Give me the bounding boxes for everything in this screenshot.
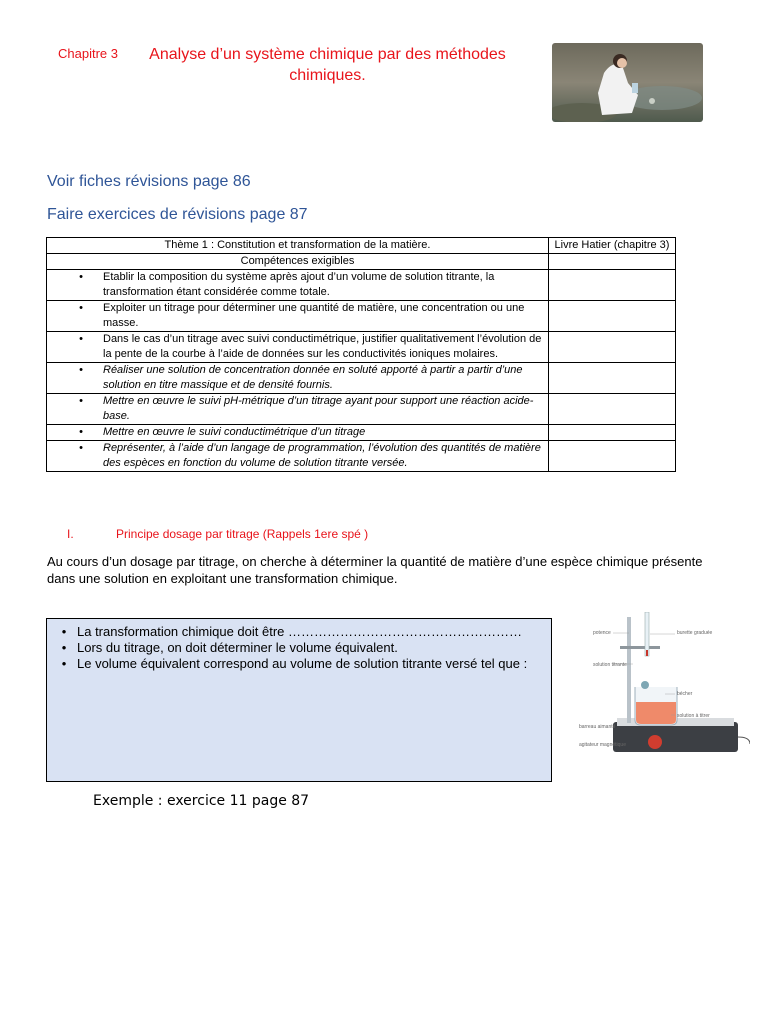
titration-setup-diagram <box>565 612 750 782</box>
skill-text: Représenter, à l’aide d’un langage de programmation, l’évolution des quantités de matière des espèces en fonction du volume de solution titrante versée. <box>103 442 541 469</box>
skill-cell <box>47 425 549 441</box>
stirrer-knob <box>648 735 662 749</box>
table-row <box>47 301 676 332</box>
book-cell: Livre Hatier (chapitre 3) <box>549 238 676 254</box>
intro-paragraph: Au cours d’un dosage par titrage, on cherche à déterminer la quantité de matière d’une espèce chimique présente dans une solution en exploitant une transformation chimique. <box>47 554 703 586</box>
skill-text: Etablir la composition du système après ajout d’un volume de solution titrante, la transformation étant considérée comme totale. <box>103 271 495 298</box>
label-becher: bécher <box>677 691 693 697</box>
bullet-text: Lors du titrage, on doit déterminer le volume équivalent. <box>77 640 398 655</box>
chemist-photo <box>552 43 703 122</box>
revision-sheets-link[interactable]: Voir fiches révisions page 86 <box>47 173 251 190</box>
section-title: Principe dosage par titrage (Rappels 1ere spé ) <box>116 527 369 541</box>
label-potence: potence <box>593 630 611 636</box>
skill-text: Mettre en œuvre le suivi conductimétrique d’un titrage <box>103 426 366 438</box>
example-reference: Exemple : exercice 11 page 87 <box>93 793 310 809</box>
section-number: I. <box>67 527 74 541</box>
skill-cell <box>47 363 549 394</box>
table-row <box>47 394 676 425</box>
bullet-icon: • <box>79 364 83 376</box>
bullet-icon: • <box>79 333 83 345</box>
skill-cell <box>47 270 549 301</box>
bullet-icon: • <box>79 426 83 438</box>
label-solution-titrante: solution titrante <box>593 662 627 668</box>
bullet-icon: • <box>79 442 83 454</box>
label-solution-titrer: solution à titrer <box>677 713 710 719</box>
skill-text: Dans le cas d’un titrage avec suivi conductimétrique, justifier qualitativement l’évolution de la pente de la courbe à l’aide de données sur les conductivités ioniques molaires. <box>103 333 542 360</box>
bullet-icon: • <box>79 395 83 407</box>
table-row <box>47 270 676 301</box>
empty-cell <box>549 394 676 425</box>
empty-cell <box>549 332 676 363</box>
skill-cell <box>47 394 549 425</box>
revision-exercises-link[interactable]: Faire exercices de révisions page 87 <box>47 206 308 223</box>
empty-cell <box>549 254 676 270</box>
table-row <box>47 363 676 394</box>
stirrer-base <box>613 722 738 752</box>
theme-cell: Thème 1 : Constitution et transformation de la matière. <box>47 238 549 254</box>
table-row <box>47 425 676 441</box>
empty-cell <box>549 270 676 301</box>
skill-cell <box>47 441 549 472</box>
empty-cell <box>549 301 676 332</box>
label-burette: burette graduée <box>677 630 713 636</box>
chapter-label: Chapitre 3 <box>58 46 118 61</box>
bullet-icon: • <box>61 624 67 639</box>
page-title: Analyse d’un système chimique par des méthodes chimiques. <box>149 46 506 84</box>
bullet-icon: • <box>79 271 83 283</box>
table-row <box>47 441 676 472</box>
empty-cell <box>549 363 676 394</box>
label-agitateur: agitateur magnétique <box>579 742 626 748</box>
empty-cell <box>549 425 676 441</box>
skills-subheader: Compétences exigibles <box>47 254 549 270</box>
skill-text: Mettre en œuvre le suivi pH-métrique d’un titrage ayant pour support une réaction acide-base. <box>103 395 534 422</box>
table-header-row <box>47 238 676 254</box>
skill-text: Réaliser une solution de concentration donnée en soluté apporté à partir a partir d’une solution en titre massique et de densité fournis. <box>103 364 523 391</box>
solution-to-titrate <box>636 702 676 724</box>
table-subheader-row <box>47 254 676 270</box>
skill-text: Exploiter un titrage pour déterminer une quantité de matière, une concentration ou une masse. <box>103 302 525 329</box>
bullet-icon: • <box>79 302 83 314</box>
empty-cell <box>549 441 676 472</box>
skills-table <box>46 237 676 472</box>
list-item <box>47 640 551 656</box>
skill-cell <box>47 301 549 332</box>
summary-box <box>46 618 552 782</box>
label-barreau: barreau aimanté <box>579 724 616 730</box>
bullet-text: Le volume équivalent correspond au volume de solution titrante versé tel que : <box>77 656 528 671</box>
burette <box>645 612 649 656</box>
skill-cell <box>47 332 549 363</box>
bullet-icon: • <box>61 640 67 655</box>
table-row <box>47 332 676 363</box>
list-item <box>47 624 551 640</box>
list-item <box>47 656 551 672</box>
bullet-icon: • <box>61 656 67 671</box>
bullet-text: La transformation chimique doit être ……………………………………………… <box>77 624 522 639</box>
